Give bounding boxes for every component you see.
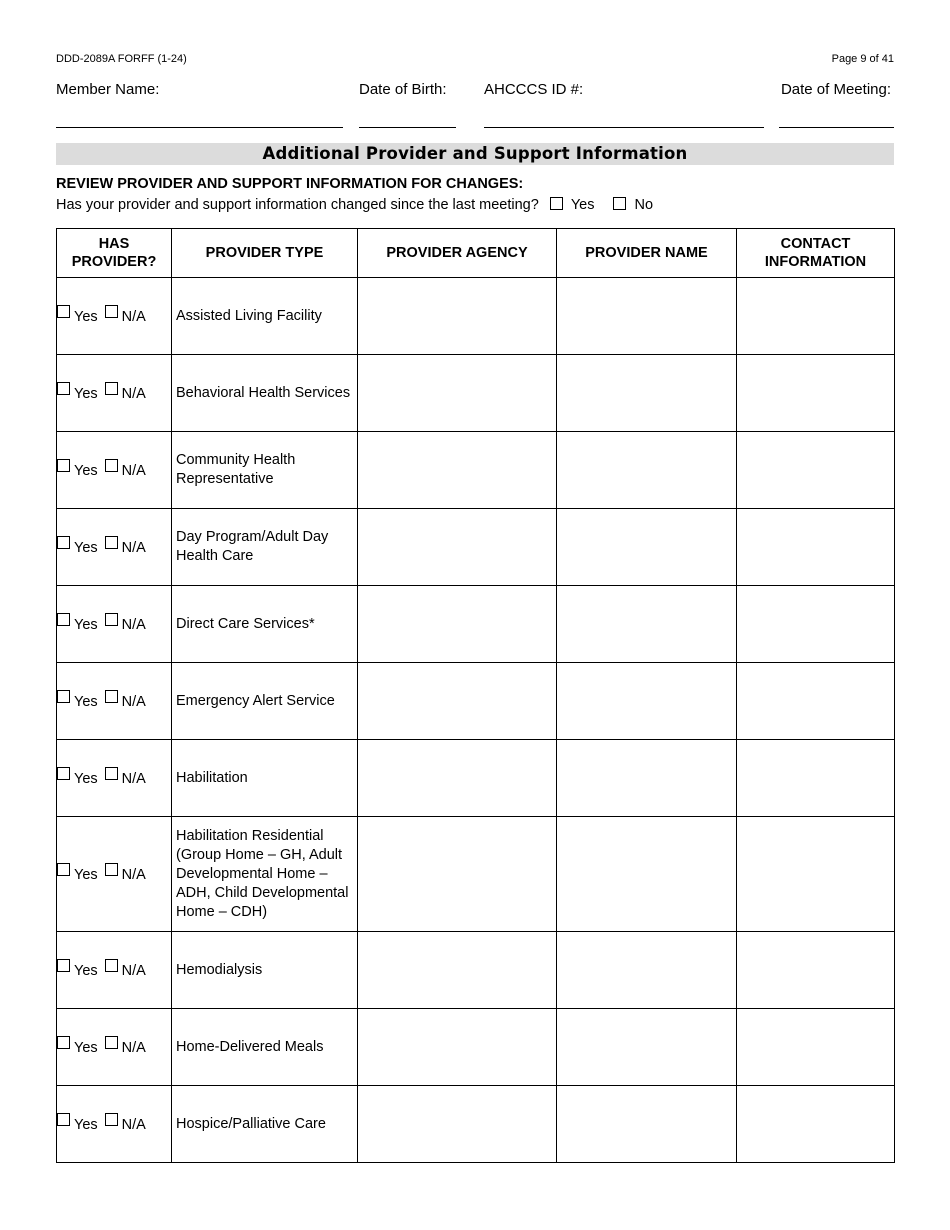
yes-label: Yes [74, 308, 98, 325]
yes-checkbox[interactable] [57, 305, 70, 318]
col-provider-name: PROVIDER NAME [557, 229, 737, 278]
col-provider-agency: PROVIDER AGENCY [358, 229, 557, 278]
provider-type-cell: Behavioral Health Services [172, 355, 358, 432]
changed-yes-checkbox[interactable] [550, 197, 563, 210]
has-provider-cell [57, 1086, 172, 1163]
provider-agency-cell[interactable] [358, 817, 557, 932]
provider-type-cell: Direct Care Services* [172, 586, 358, 663]
yes-checkbox[interactable] [57, 863, 70, 876]
provider-name-cell[interactable] [557, 586, 737, 663]
na-label: N/A [121, 308, 146, 325]
na-label: N/A [121, 1116, 146, 1133]
na-label: N/A [121, 616, 146, 633]
yes-label: Yes [74, 539, 98, 556]
provider-agency-cell[interactable] [358, 355, 557, 432]
na-checkbox[interactable] [105, 305, 118, 318]
has-provider-cell [57, 932, 172, 1009]
contact-info-cell[interactable] [737, 355, 895, 432]
table-row [57, 740, 895, 817]
table-row [57, 1009, 895, 1086]
meeting-date-field[interactable] [779, 127, 894, 128]
dob-label: Date of Birth: [359, 81, 447, 98]
yes-label: Yes [74, 616, 98, 633]
has-provider-cell [57, 278, 172, 355]
na-checkbox[interactable] [105, 536, 118, 549]
provider-name-cell[interactable] [557, 1086, 737, 1163]
provider-agency-cell[interactable] [358, 278, 557, 355]
contact-info-cell[interactable] [737, 432, 895, 509]
contact-info-cell[interactable] [737, 740, 895, 817]
yes-checkbox[interactable] [57, 1036, 70, 1049]
contact-info-cell[interactable] [737, 586, 895, 663]
yes-checkbox[interactable] [57, 959, 70, 972]
provider-type-cell: Habilitation Residential (Group Home – GH, Adult Developmental Home – ADH, Child Developmental Home – CDH) [172, 817, 358, 932]
na-label: N/A [121, 866, 146, 883]
na-checkbox[interactable] [105, 690, 118, 703]
na-checkbox[interactable] [105, 459, 118, 472]
provider-table [56, 228, 895, 1163]
has-provider-cell [57, 432, 172, 509]
yes-label: Yes [74, 770, 98, 787]
provider-type-cell: Hospice/Palliative Care [172, 1086, 358, 1163]
na-label: N/A [121, 539, 146, 556]
dob-field[interactable] [359, 127, 456, 128]
na-checkbox[interactable] [105, 1113, 118, 1126]
review-heading: REVIEW PROVIDER AND SUPPORT INFORMATION FOR CHANGES: [56, 176, 524, 192]
page-number: Page 9 of 41 [831, 53, 894, 65]
change-question: Has your provider and support information changed since the last meeting? [56, 197, 539, 213]
yes-label: Yes [74, 1116, 98, 1133]
provider-name-cell[interactable] [557, 932, 737, 1009]
contact-info-cell[interactable] [737, 817, 895, 932]
yes-checkbox[interactable] [57, 536, 70, 549]
provider-name-cell[interactable] [557, 663, 737, 740]
na-checkbox[interactable] [105, 959, 118, 972]
has-provider-cell [57, 509, 172, 586]
col-has-provider: HAS PROVIDER? [57, 229, 172, 278]
provider-name-cell[interactable] [557, 1009, 737, 1086]
provider-type-cell: Assisted Living Facility [172, 278, 358, 355]
na-checkbox[interactable] [105, 863, 118, 876]
member-name-label: Member Name: [56, 81, 160, 98]
na-label: N/A [121, 693, 146, 710]
meeting-date-label: Date of Meeting: [780, 81, 891, 98]
yes-checkbox[interactable] [57, 459, 70, 472]
yes-label: Yes [74, 385, 98, 402]
contact-info-cell[interactable] [737, 1086, 895, 1163]
provider-name-cell[interactable] [557, 355, 737, 432]
provider-agency-cell[interactable] [358, 432, 557, 509]
yes-label: Yes [74, 962, 98, 979]
yes-label: Yes [74, 1039, 98, 1056]
table-row [57, 663, 895, 740]
yes-checkbox[interactable] [57, 613, 70, 626]
na-label: N/A [121, 385, 146, 402]
col-provider-type: PROVIDER TYPE [172, 229, 358, 278]
na-checkbox[interactable] [105, 1036, 118, 1049]
na-checkbox[interactable] [105, 382, 118, 395]
provider-agency-cell[interactable] [358, 586, 557, 663]
na-label: N/A [121, 1039, 146, 1056]
provider-agency-cell[interactable] [358, 740, 557, 817]
na-label: N/A [121, 962, 146, 979]
provider-name-cell[interactable] [557, 509, 737, 586]
provider-type-cell: Home-Delivered Meals [172, 1009, 358, 1086]
provider-type-cell: Community Health Representative [172, 432, 358, 509]
yes-checkbox[interactable] [57, 382, 70, 395]
ahcccs-id-field[interactable] [484, 127, 764, 128]
na-checkbox[interactable] [105, 767, 118, 780]
table-row [57, 932, 895, 1009]
yes-label: Yes [74, 866, 98, 883]
has-provider-cell [57, 1009, 172, 1086]
changed-no-label: No [634, 197, 654, 213]
yes-checkbox[interactable] [57, 767, 70, 780]
provider-agency-cell[interactable] [358, 1086, 557, 1163]
na-checkbox[interactable] [105, 613, 118, 626]
contact-info-cell[interactable] [737, 932, 895, 1009]
yes-label: Yes [74, 462, 98, 479]
contact-info-cell[interactable] [737, 663, 895, 740]
provider-name-cell[interactable] [557, 432, 737, 509]
ahcccs-id-label: AHCCCS ID #: [484, 81, 584, 98]
yes-checkbox[interactable] [57, 690, 70, 703]
table-row [57, 1086, 895, 1163]
has-provider-cell [57, 817, 172, 932]
provider-type-cell: Emergency Alert Service [172, 663, 358, 740]
has-provider-cell [57, 740, 172, 817]
provider-name-cell[interactable] [557, 740, 737, 817]
table-row [57, 509, 895, 586]
table-row [57, 432, 895, 509]
provider-name-cell[interactable] [557, 278, 737, 355]
provider-type-cell: Day Program/Adult Day Health Care [172, 509, 358, 586]
section-title: Additional Provider and Support Information [56, 143, 894, 165]
contact-info-cell[interactable] [737, 1009, 895, 1086]
table-row [57, 355, 895, 432]
provider-agency-cell[interactable] [358, 1009, 557, 1086]
yes-label: Yes [74, 693, 98, 710]
changed-no-checkbox[interactable] [613, 197, 626, 210]
change-question-row [56, 197, 653, 213]
member-name-field[interactable] [56, 127, 343, 128]
form-id: DDD-2089A FORFF (1-24) [56, 53, 187, 65]
table-row [57, 817, 895, 932]
provider-agency-cell[interactable] [358, 932, 557, 1009]
table-row [57, 278, 895, 355]
na-label: N/A [121, 462, 146, 479]
col-contact-info: CONTACT INFORMATION [737, 229, 895, 278]
has-provider-cell [57, 586, 172, 663]
provider-agency-cell[interactable] [358, 663, 557, 740]
has-provider-cell [57, 355, 172, 432]
yes-checkbox[interactable] [57, 1113, 70, 1126]
contact-info-cell[interactable] [737, 509, 895, 586]
provider-agency-cell[interactable] [358, 509, 557, 586]
table-row [57, 586, 895, 663]
has-provider-cell [57, 663, 172, 740]
provider-name-cell[interactable] [557, 817, 737, 932]
na-label: N/A [121, 770, 146, 787]
changed-yes-label: Yes [570, 197, 595, 213]
contact-info-cell[interactable] [737, 278, 895, 355]
provider-type-cell: Hemodialysis [172, 932, 358, 1009]
provider-type-cell: Habilitation [172, 740, 358, 817]
